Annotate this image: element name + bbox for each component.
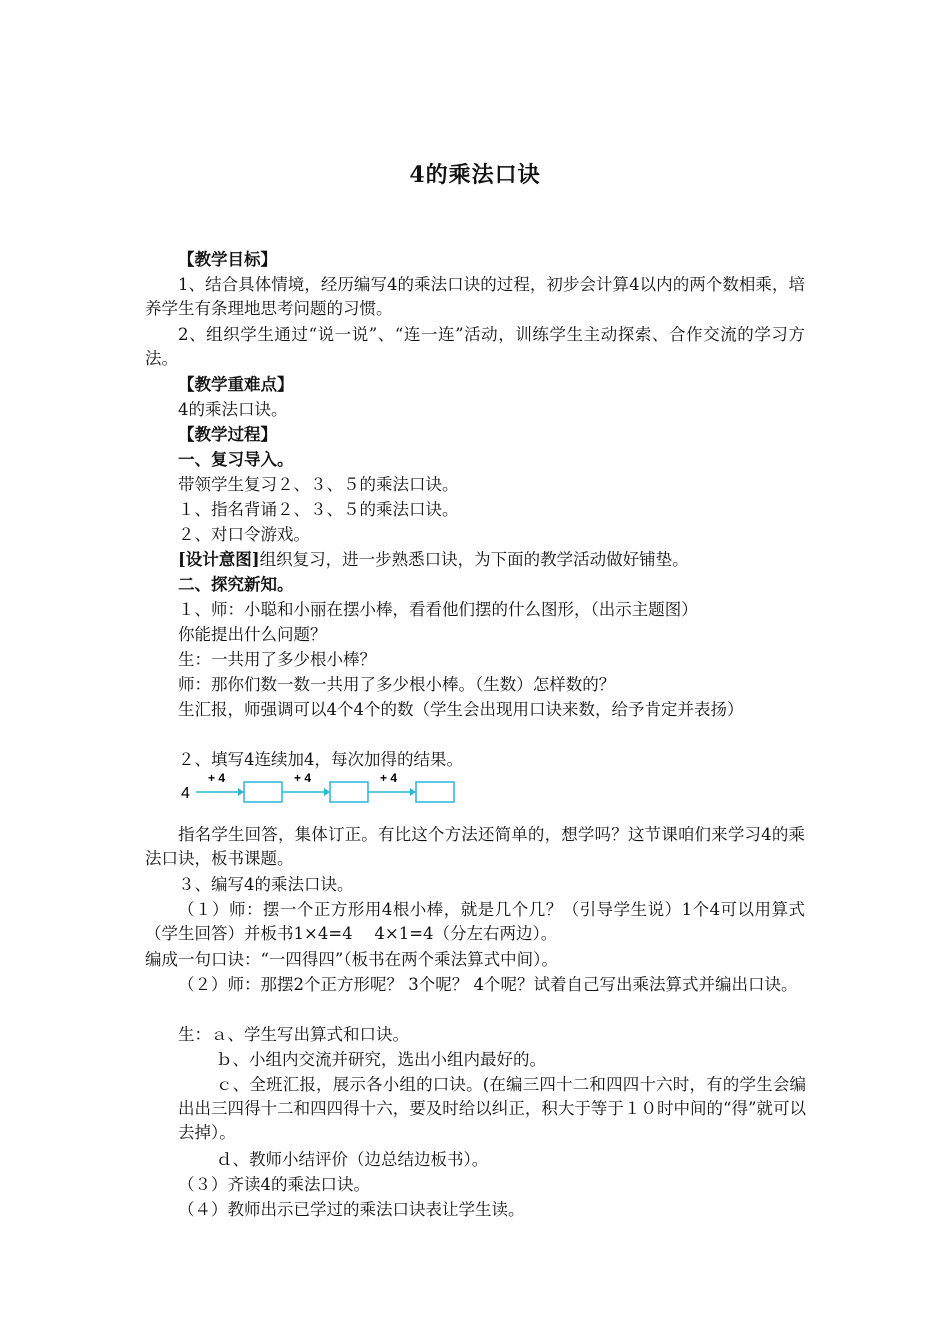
goal-1: 1、结合具体情境，经历编写4的乘法口诀的过程，初步会计算4以内的两个数相乘，培养学生有条理地思考问题的习惯。 <box>145 275 805 318</box>
part2-h: ３、编写4的乘法口诀。 <box>178 875 354 894</box>
part2-c: 生：一共用了多少根小棒？ <box>178 650 376 669</box>
part2-m: ｂ、小组内交流并研究，选出小组内最好的。 <box>216 1050 546 1069</box>
key-heading: 【教学重难点】 <box>178 375 294 394</box>
part1-d <box>178 548 689 572</box>
part2-j: 编成一句口诀：“一四得四”（板书在两个乘法算式中间）。 <box>145 950 558 969</box>
diagram-start-number: 4 <box>181 785 190 802</box>
part2-p: （３）齐读4的乘法口诀。 <box>178 1175 370 1194</box>
part1-a: 带领学生复习２、３、５的乘法口诀。 <box>178 475 459 494</box>
part2-b: 你能提出什么问题？ <box>178 625 327 644</box>
diagram-step-label: + 4 <box>294 771 312 785</box>
diagram-step-label: + 4 <box>380 771 398 785</box>
process-heading: 【教学过程】 <box>178 425 277 444</box>
part2-heading: 二、探究新知。 <box>178 575 294 594</box>
part2-n: ｃ、全班汇报，展示各小组的口诀。(在编三四十二和四四十六时，有的学生会编出出三四得十二和四四得十六，要及时给以纠正，积大于等于１０时中间的“得”就可以去掉）。 <box>178 1075 806 1142</box>
part2-o: ｄ、教师小结评价（边总结边板书）。 <box>216 1150 489 1169</box>
part2-i: （１）师：摆一个正方形用4根小棒，就是几个几？（引导学生说）1个4可以用算式（学生回答）并板书1×4=4 4×1=4（分左右两边）。 <box>145 900 805 943</box>
part2-f: ２、填写4连续加4，每次加得的结果。 <box>178 750 463 769</box>
part1-heading: 一、复习导入。 <box>178 450 294 469</box>
diagram-answer-box[interactable] <box>330 782 368 802</box>
part2-d: 师：那你们数一数一共用了多少根小棒。（生数）怎样数的？ <box>178 675 616 694</box>
diagram-arrow-head <box>238 788 244 796</box>
page-title: 4的乘法口诀 <box>409 162 541 188</box>
add-four-diagram <box>178 770 458 810</box>
diagram-answer-box[interactable] <box>244 782 282 802</box>
key-1: 4的乘法口诀。 <box>178 400 288 419</box>
part2-l: 生：ａ、学生写出算式和口诀。 <box>178 1025 409 1044</box>
goal-2: 2、组织学生通过“说一说”、“连一连”活动，训练学生主动探索、合作交流的学习方法。 <box>145 325 805 368</box>
diagram-step-label: + 4 <box>208 771 226 785</box>
part2-a: １、师：小聪和小丽在摆小棒，看看他们摆的什么图形，（出示主题图） <box>178 600 698 619</box>
diagram-answer-box[interactable] <box>416 782 454 802</box>
part2-k: （２）师：那摆2个正方形呢？ 3个呢？ 4个呢？试着自己写出乘法算式并编出口诀。 <box>178 975 798 994</box>
goal-heading: 【教学目标】 <box>178 250 277 269</box>
design-intent-text: 组织复习，进一步熟悉口诀，为下面的教学活动做好铺垫。 <box>259 550 689 569</box>
part2-e: 生汇报，师强调可以4个4个的数（学生会出现用口诀来数，给予肯定并表扬） <box>178 700 744 719</box>
part2-g: 指名学生回答，集体订正。有比这个方法还简单的，想学吗？这节课咱们来学习4的乘法口诀，板书课题。 <box>145 825 805 868</box>
part1-c: ２、对口令游戏。 <box>178 525 310 544</box>
design-intent-label: [设计意图] <box>178 550 260 569</box>
part2-q: （４）教师出示已学过的乘法口诀表让学生读。 <box>178 1200 525 1219</box>
diagram-arrow-head <box>324 788 330 796</box>
part1-b: １、指名背诵２、３、５的乘法口诀。 <box>178 500 459 519</box>
diagram-arrow-head <box>410 788 416 796</box>
